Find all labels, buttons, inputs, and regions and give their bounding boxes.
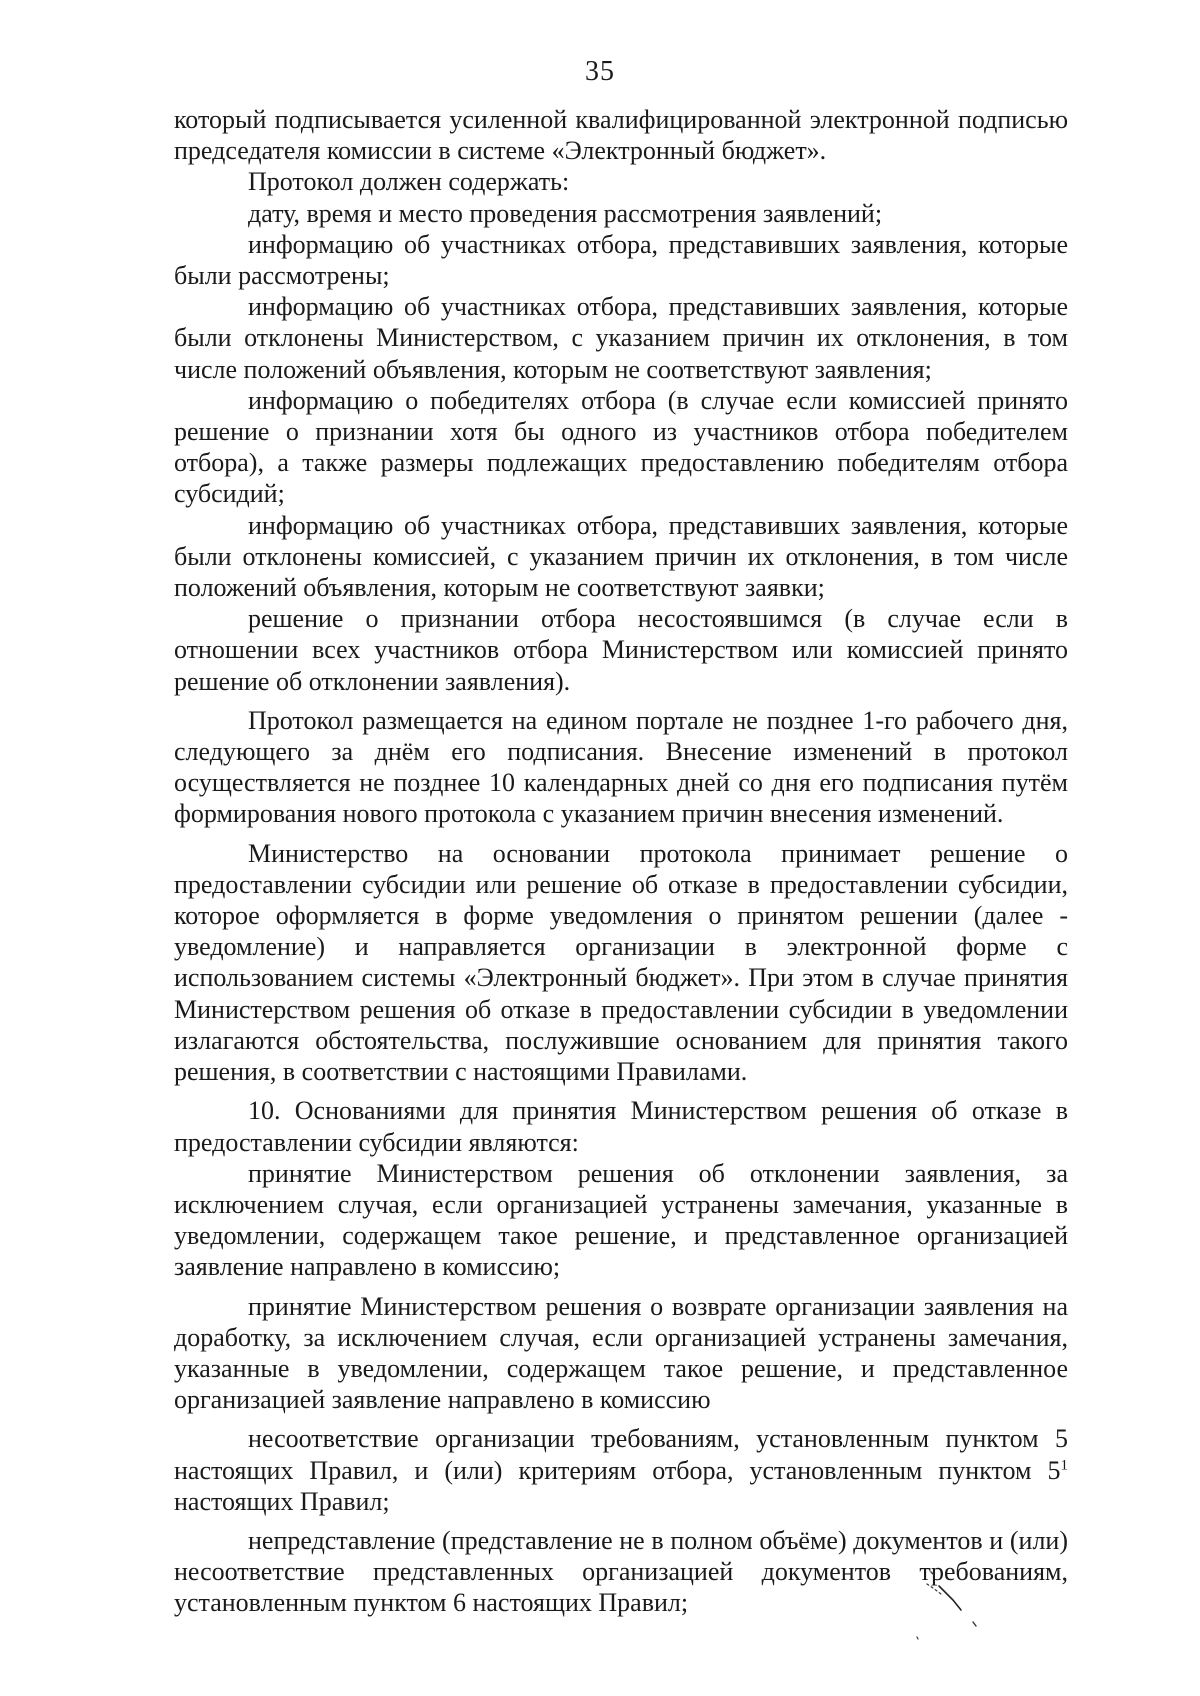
paragraph-failed-selection: решение о признании отбора несостоявшимся (в случае если в отношении всех участников отбора Министерством или комиссией принято решение об отклонении заявления). (174, 604, 1068, 696)
paragraph-date-time-place: дату, время и место проведения рассмотрения заявлений; (248, 198, 883, 228)
paragraph-ministry-decision: Министерство на основании протокола принимает решение о предоставлении субсидии или решение об отказе в предоставлении субсидии, которое оформляется в форме уведомления о принятом решении (далее - уведомление) и направляется организации в электронной форме с использованием системы «Электронный бюджет». При этом в случае принятия Министерством решения об отказе в предоставлении субсидии в уведомлении излагаются обстоятельства, послужившие основанием для принятия такого решения, в соответствии с настоящими Правилами. (174, 838, 1068, 1087)
paragraph-refusal-grounds: 10. Основаниями для принятия Министерством решения об отказе в предоставлении субсидии являются: (174, 1096, 1068, 1157)
paragraph-winners-info: информацию о победителях отбора (в случае если комиссией принято решение о признании хотя бы одного из участников отбора победителем отбора), а также размеры подлежащих предоставлению победителям отбора субсидий; (174, 385, 1068, 509)
pen-mark-icon (915, 1564, 995, 1654)
paragraph-protocol-signature: который подписывается усиленной квалифицированной электронной подписью председателя комиссии в системе «Электронный бюджет». (174, 105, 1068, 166)
paragraph-ground-return: принятие Министерством решения о возврате организации заявления на доработку, за исключением случая, если организацией устранены замечания, указанные в уведомлении, содержащем такое решение, и представленное организацией заявление направлено в комиссию (174, 1291, 1068, 1415)
page-number: 35 (585, 56, 615, 87)
paragraph-protocol-publication: Протокол размещается на едином портале не позднее 1-го рабочего дня, следующего за днём его подписания. Внесение изменений в протокол осуществляется не позднее 10 календарных дней со дня его подписания путём формирования нового протокола с указанием причин внесения изменений. (174, 705, 1068, 829)
paragraph-rejected-by-commission: информацию об участниках отбора, представивших заявления, которые были отклонены комиссией, с указанием причин их отклонения, в том числе положений объявления, которым не соответствуют заявки; (174, 510, 1068, 603)
paragraph-ground-noncompliance-text: несоответствие организации требованиям, установленным пунктом 5 настоящих Правил, и (или) критериям отбора, установленным пунктом 5 (174, 1424, 1068, 1485)
superscript-index: 1 (1060, 1456, 1068, 1473)
document-body (174, 104, 1068, 1619)
paragraph-ground-rejection: принятие Министерством решения об отклонении заявления, за исключением случая, если организацией устранены замечания, указанные в уведомлении, содержащем такое решение, и представленное организацией заявление направлено в комиссию; (174, 1158, 1068, 1282)
paragraph-rejected-by-ministry: информацию об участниках отбора, представивших заявления, которые были отклонены Министерством, с указанием причин их отклонения, в том числе положений объявления, которым не соответствуют заявления; (174, 292, 1068, 384)
paragraph-ground-noncompliance-tail: настоящих Правил; (174, 1486, 390, 1516)
paragraph-ground-documents: непредставление (представление не в полном объёме) документов и (или) несоответствие представленных организацией документов требованиям, установленным пунктом 6 настоящих Правил; (174, 1525, 1068, 1618)
paragraph-ground-noncompliance (174, 1423, 1068, 1517)
paragraph-reviewed-participants: информацию об участниках отбора, представивших заявления, которые были рассмотрены; (174, 229, 1068, 291)
paragraph-protocol-contents-intro: Протокол должен содержать: (248, 167, 570, 197)
